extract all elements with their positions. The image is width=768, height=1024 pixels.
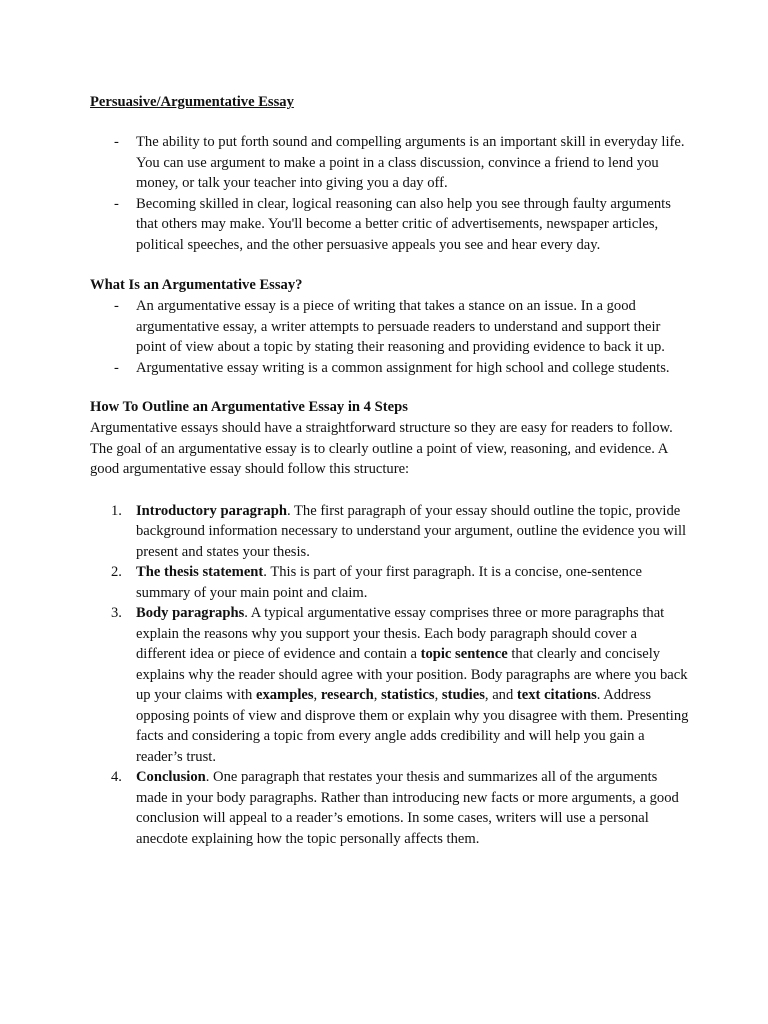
bold-term-text-citations: text citations — [516, 687, 597, 703]
bold-term-statistics: statistics — [381, 687, 435, 703]
list-item — [90, 132, 690, 194]
step-item — [90, 767, 690, 849]
step-number: 1. — [111, 502, 122, 519]
document-title: Persuasive/Argumentative Essay — [90, 94, 294, 110]
step-text: that clearly and concisely explains why the reader should agree with your position. Body paragraphs are where you back up your claims with — [136, 646, 688, 703]
bold-term-topic-sentence: topic sentence — [420, 646, 508, 662]
step-text: , — [434, 687, 442, 703]
step-item — [90, 562, 690, 603]
step-term: Conclusion — [136, 769, 206, 785]
step-term: Body paragraphs — [136, 605, 245, 621]
step-term: The thesis statement — [136, 564, 264, 580]
list-item — [90, 296, 690, 358]
section-heading-what-is: What Is an Argumentative Essay? — [90, 277, 303, 293]
dash-marker: - — [114, 195, 119, 212]
document-page — [90, 92, 690, 849]
bullet-text: Argumentative essay writing is a common assignment for high school and college students. — [136, 359, 670, 376]
step-term: Introductory paragraph — [136, 502, 287, 519]
what-is-bullet-list — [90, 296, 690, 378]
dash-marker: - — [114, 359, 119, 376]
step-number: 2. — [111, 564, 122, 580]
intro-bullet-list — [90, 132, 690, 255]
step-text: . A typical argumentative essay comprises three or more paragraphs that explain the reasons why you support your thesis. Each body paragraph should cover a different idea or piece of evidence and contain a — [136, 605, 665, 662]
step-number: 4. — [111, 769, 122, 785]
step-item — [90, 501, 690, 563]
bold-term-studies: studies — [441, 687, 485, 703]
bullet-text: The ability to put forth sound and compelling arguments is an important skill in everyday life. You can use argument to make a point in a class discussion, convince a friend to lend you money, or talk your teacher into giving you a day off. — [136, 134, 685, 191]
section-heading-outline: How To Outline an Argumentative Essay in 4 Steps — [90, 399, 408, 415]
bold-term-research: research — [320, 687, 374, 703]
step-text: , — [373, 687, 382, 703]
step-text: . This is part of your first paragraph. It is a concise, one-sentence summary of your main point and claim. — [136, 564, 642, 601]
bullet-text: An argumentative essay is a piece of writing that takes a stance on an issue. In a good argumentative essay, a writer attempts to persuade readers to understand and support their point of view about a topic by stating their reasoning and providing evidence to back it up. — [136, 298, 665, 355]
step-text: . Address opposing points of view and disprove them or explain why you disagree with them. Presenting facts and considering a topic from every angle adds credibility and will help you gain a reader’s trust. — [136, 687, 689, 765]
list-item — [90, 194, 690, 256]
step-number: 3. — [111, 605, 122, 621]
step-item — [90, 603, 690, 767]
step-text: . One paragraph that restates your thesis and summarizes all of the arguments made in your body paragraphs. Rather than introducing new facts or more arguments, a good conclusion will appeal to a reader’s emotions. In some cases, writers will use a personal anecdote explaining how the topic personally affects them. — [136, 769, 679, 847]
dash-marker: - — [114, 134, 119, 150]
steps-list — [90, 501, 690, 850]
bullet-text: Becoming skilled in clear, logical reasoning can also help you see through faulty arguments that others may make. You'll become a better critic of advertisements, newspaper articles, political speeches, and the other persuasive appeals you see and hear every day. — [136, 195, 671, 253]
outline-intro-paragraph: Argumentative essays should have a straightforward structure so they are easy for readers to follow. The goal of an argumentative essay is to clearly outline a point of view, reasoning, and evidence. A good argumentative essay should follow this structure: — [90, 420, 673, 477]
step-text: . The first paragraph of your essay should outline the topic, provide background information necessary to understand your argument, outline the evidence you will present and states your thesis. — [136, 502, 687, 560]
bold-term-examples: examples — [255, 687, 314, 703]
step-text: , — [313, 687, 321, 703]
step-text: , and — [484, 687, 517, 703]
dash-marker: - — [114, 298, 119, 314]
list-item — [90, 358, 690, 379]
